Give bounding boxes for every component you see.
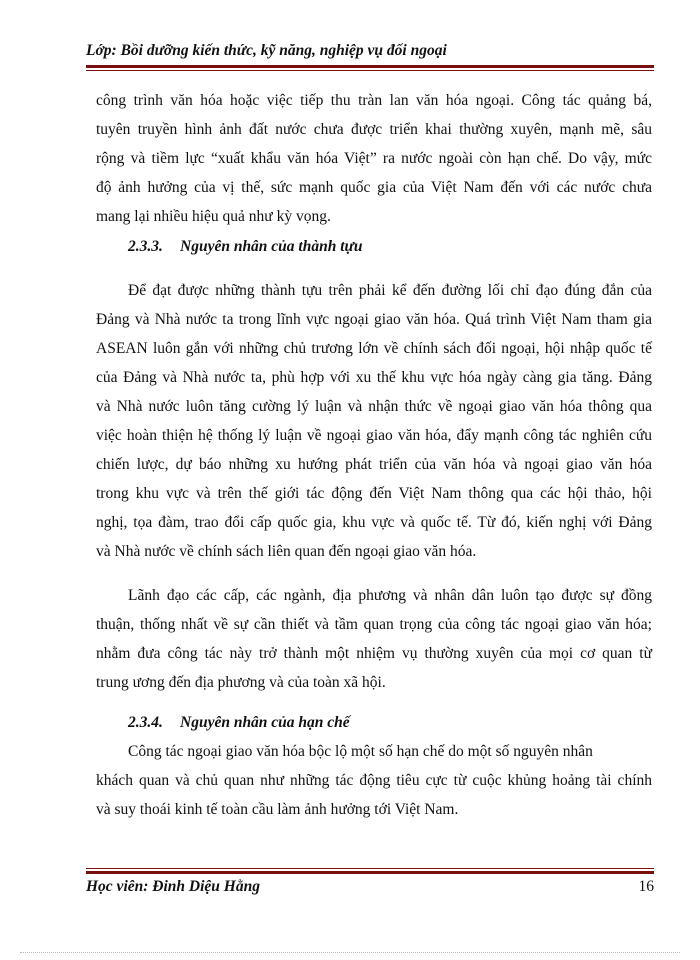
paragraph-achievement-causes [96, 276, 652, 566]
header-rule-thick [86, 65, 654, 68]
paragraph-limitation-causes [96, 737, 652, 824]
text-line: chiến lược, dự báo những xu hướng phát triển của văn hóa và ngoại giao văn hóa [96, 456, 652, 473]
footer-student-name: Học viên: Đinh Diệu Hằng [86, 878, 260, 895]
section-title: Nguyên nhân của hạn chế [180, 714, 350, 731]
text-line: nhằm đưa công tác này trở thành một nhiệm vụ thường xuyên của mọi cơ quan từ [96, 645, 652, 662]
text-line: Để đạt được những thành tựu trên phải kể đến đường lối chỉ đạo đúng đắn của [128, 282, 652, 299]
paragraph-top [96, 86, 652, 231]
section-number: 2.3.3. [128, 238, 163, 255]
text-line: tuyên truyền hình ảnh đất nước chưa được triển khai thường xuyên, mạnh mẽ, sâu [96, 121, 652, 138]
text-line: Đảng và Nhà nước ta trong lĩnh vực ngoại giao văn hóa. Quá trình Việt Nam tham gia [96, 311, 652, 328]
text-line: thuận, thống nhất về sự cần thiết và tầm quan trọng của công tác ngoại giao văn hóa; [96, 616, 652, 633]
text-line: trung ương đến địa phương và của toàn xã hội. [96, 674, 386, 691]
text-line: và Nhà nước về chính sách liên quan đến ngoại giao văn hóa. [96, 543, 477, 560]
page-number: 16 [638, 878, 654, 895]
text-line: của Đảng và Nhà nước ta, phù hợp với xu thế khu vực hóa ngày càng gia tăng. Đảng [96, 369, 652, 386]
page-edge-divider [20, 952, 680, 953]
section-number: 2.3.4. [128, 714, 163, 731]
text-line: việc hoàn thiện hệ thống lý luận về ngoại giao văn hóa, đẩy mạnh công tác nghiên cứu [96, 427, 652, 444]
text-line: và suy thoái kinh tế toàn cầu làm ảnh hưởng tới Việt Nam. [96, 801, 459, 818]
text-line: khách quan và chủ quan như những tác động tiêu cực từ cuộc khủng hoảng tài chính [96, 772, 652, 789]
footer-rule-thick [86, 871, 654, 874]
text-line: độ ảnh hưởng của vị thế, sức mạnh quốc gia của Việt Nam đến với các nước chưa [96, 179, 652, 196]
footer-rule-thin [86, 868, 654, 869]
text-line: Công tác ngoại giao văn hóa bộc lộ một số hạn chế do một số nguyên nhân [128, 743, 593, 760]
text-line: công trình văn hóa hoặc việc tiếp thu tràn lan văn hóa ngoại. Công tác quảng bá, [96, 92, 652, 109]
text-line: rộng và tiềm lực “xuất khẩu văn hóa Việt” ra nước ngoài còn hạn chế. Do vậy, mức [96, 150, 652, 167]
paragraph-leadership [96, 581, 652, 697]
text-line: mang lại nhiều hiệu quả như kỳ vọng. [96, 208, 331, 225]
text-line: trong khu vực và trên thế giới tác động đến Việt Nam thông qua các hội thảo, hội [96, 485, 652, 502]
text-line: ASEAN luôn gắn với những chủ trương lớn về chính sách đối ngoại, hội nhập quốc tế [96, 340, 652, 357]
header-rule-thin [86, 70, 654, 71]
section-title: Nguyên nhân của thành tựu [180, 238, 363, 255]
section-heading-2-3-4 [128, 714, 350, 732]
header-course-title: Lớp: Bồi dưỡng kiến thức, kỹ năng, nghiệp vụ đối ngoại [86, 42, 447, 59]
text-line: và Nhà nước luôn tăng cường lý luận và nhận thức về ngoại giao văn hóa thông qua [96, 398, 652, 415]
section-heading-2-3-3 [128, 238, 362, 256]
text-line: Lãnh đạo các cấp, các ngành, địa phương và nhân dân luôn tạo được sự đồng [128, 587, 652, 604]
text-line: nghị, tọa đàm, trao đổi cấp quốc gia, khu vực và quốc tế. Từ đó, kiến nghị với Đảng [96, 514, 652, 531]
